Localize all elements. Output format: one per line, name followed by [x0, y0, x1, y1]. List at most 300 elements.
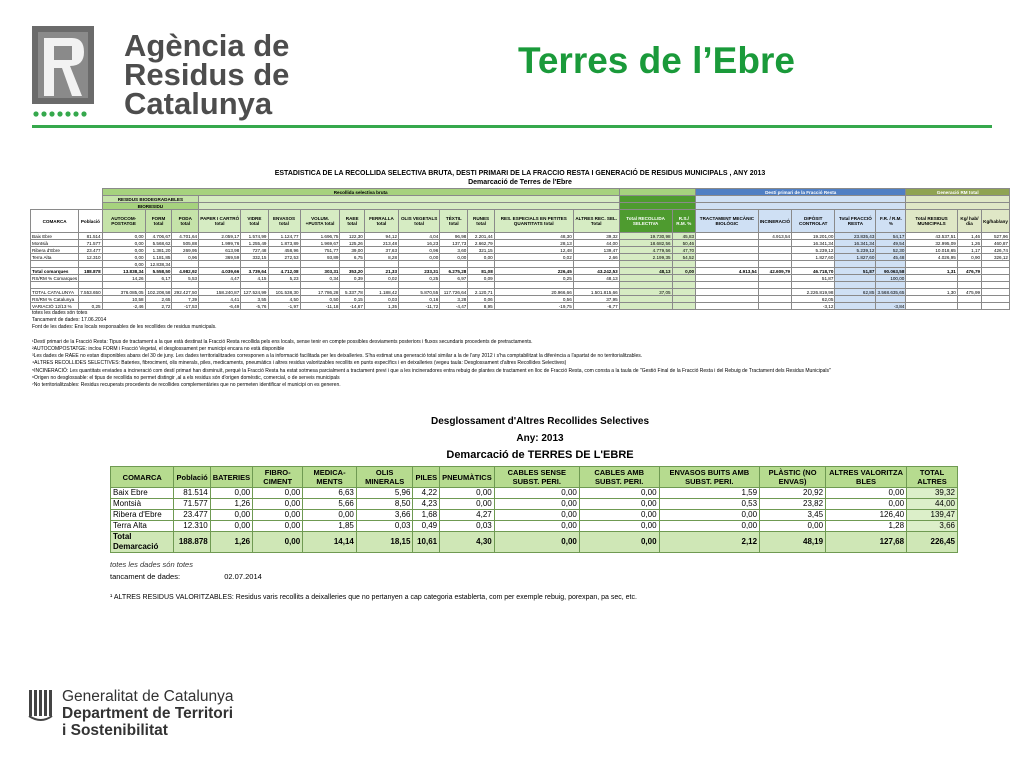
- table-cell: 4,27: [440, 510, 495, 521]
- table-cell: 23.835,43: [835, 233, 876, 240]
- table-cell: 2.662,79: [468, 240, 494, 247]
- table-cell: [758, 303, 791, 310]
- column-header: FERRALLA total: [364, 210, 398, 233]
- table-cell: [957, 261, 981, 268]
- table-cell: 2,72: [145, 303, 172, 310]
- table-cell: 12.838,34: [145, 261, 172, 268]
- column-header: F.R. / R.M. %: [876, 210, 906, 233]
- table-cell: 71.577: [79, 240, 102, 247]
- table-cell: 0,49: [413, 521, 440, 532]
- table-cell: [835, 296, 876, 303]
- footer-line-3: i Sostenibilitat: [62, 722, 168, 739]
- sheet2-title: Desglossament d'Altres Recollides Selectives: [430, 416, 650, 427]
- table-cell: 94,12: [364, 233, 398, 240]
- table-cell: 476,79: [957, 268, 981, 275]
- table-cell: [672, 282, 696, 289]
- table-cell: 18,15: [356, 532, 413, 553]
- table-cell: 7,39: [172, 296, 199, 303]
- table-cell: [399, 282, 440, 289]
- group-generacio: Generació RM total: [906, 189, 1010, 196]
- table-cell: 2,66: [573, 254, 619, 261]
- table-cell: 43.537,51: [906, 233, 957, 240]
- table-cell: 0,34: [300, 275, 340, 282]
- table-row: [31, 240, 1010, 247]
- column-header: TRACTAMENT MECÀNIC BIOLÒGIC: [696, 210, 759, 233]
- table-cell: [906, 296, 957, 303]
- table-cell: 226,45: [494, 268, 573, 275]
- logo-line-1: Agència de: [124, 28, 290, 63]
- column-header: COMARCA: [111, 467, 174, 488]
- table-cell: [982, 303, 1010, 310]
- table-cell: 49,54: [876, 240, 906, 247]
- table-cell: [468, 282, 494, 289]
- table-cell: -6,77: [573, 303, 619, 310]
- table-cell: 0,06: [468, 296, 494, 303]
- table-cell: 0,00: [210, 488, 252, 499]
- table-cell: [573, 282, 619, 289]
- table-row: [31, 289, 1010, 296]
- table-cell: 51,87: [835, 268, 876, 275]
- table-cell: [957, 296, 981, 303]
- table-cell: 39,32: [573, 233, 619, 240]
- table-cell: 5.870,55: [399, 289, 440, 296]
- table-cell: 4.913,54: [696, 268, 759, 275]
- table-cell: 0,00: [659, 510, 760, 521]
- column-header: FIBRO-CIMENT: [253, 467, 303, 488]
- table-cell: [696, 275, 759, 282]
- table-cell: 48,13: [619, 268, 672, 275]
- row-label: TOTAL CATALUNYA: [31, 289, 79, 296]
- table-cell: [957, 282, 981, 289]
- table-cell: 188.878: [174, 532, 210, 553]
- table-cell: [619, 296, 672, 303]
- table-cell: 10.018,65: [906, 247, 957, 254]
- table-cell: 226,45: [907, 532, 958, 553]
- row-label: Baix Ebre: [111, 488, 174, 499]
- table-cell: 475,99: [957, 289, 981, 296]
- table-cell: 233,31: [399, 268, 440, 275]
- table-cell: 37,95: [573, 296, 619, 303]
- group-recollida: Recollida selectiva bruta: [102, 189, 619, 196]
- table-cell: -3,12: [792, 303, 835, 310]
- table-cell: -17,53: [172, 303, 199, 310]
- table-cell: 3.568.635,65: [877, 289, 905, 295]
- table-cell: 100,00: [876, 275, 906, 282]
- table-cell: 0,00: [579, 510, 659, 521]
- table-cell: 0,00: [494, 521, 579, 532]
- table-cell: 0,16: [399, 296, 440, 303]
- table-cell: 23.477: [174, 510, 210, 521]
- table-cell: 48,30: [494, 233, 573, 240]
- table-cell: 90.063,58: [876, 268, 906, 275]
- sheet1-notes: [32, 310, 1012, 389]
- table-cell: 0,00: [253, 532, 303, 553]
- column-header: AUTOCOM-POSTATGE: [102, 210, 145, 233]
- table-cell: 47,70: [672, 247, 696, 254]
- table-cell: 751,77: [300, 247, 340, 254]
- table-row: [31, 303, 1010, 310]
- table-cell: 0,00: [102, 247, 145, 254]
- table-cell: 0,02: [494, 254, 573, 261]
- table-cell: 3.739,64: [241, 268, 268, 275]
- table-cell: 0,00: [494, 510, 579, 521]
- table-cell: 4.026,95: [906, 254, 957, 261]
- table-cell: 3,60: [440, 247, 468, 254]
- note-line: ²AUTOCOMPOSTATGE: inclou FORM i Fracció Vegetal, el desglossament per municipi encara no està disponible: [32, 346, 285, 353]
- table-cell: 1,26: [957, 240, 981, 247]
- table-cell: 139,47: [573, 247, 619, 254]
- table-cell: 0,00: [494, 499, 579, 510]
- table-cell: [79, 275, 102, 282]
- table-cell: [792, 282, 835, 289]
- table-cell: 5.239,12: [835, 247, 876, 254]
- table-cell: -1,97: [268, 303, 300, 310]
- row-label: Ribera d'Ebre: [111, 510, 174, 521]
- table-cell: 0,03: [356, 521, 413, 532]
- table-cell: [672, 261, 696, 268]
- table-cell: 1.124,77: [268, 233, 300, 240]
- table-cell: 0,00: [579, 488, 659, 499]
- column-header: ALTRES VALORITZA BLES: [826, 467, 907, 488]
- table-cell: 4,30: [440, 532, 495, 553]
- table-cell: [758, 275, 791, 282]
- table-cell: [696, 289, 759, 296]
- table-cell: [957, 303, 981, 310]
- statistics-sheet: [30, 160, 1010, 405]
- column-header: Total FRACCIÓ RESTA: [835, 210, 876, 233]
- table-cell: 126,40: [826, 510, 907, 521]
- column-header: OLIS MINERALS: [356, 467, 413, 488]
- table-cell: 4,23: [413, 499, 440, 510]
- table-cell: 71.577: [174, 499, 210, 510]
- table-cell: 8,50: [356, 499, 413, 510]
- table-cell: [758, 282, 791, 289]
- table-cell: 0,09: [468, 275, 494, 282]
- table-cell: 48,13: [573, 275, 619, 282]
- row-label: Terra Alta: [111, 521, 174, 532]
- column-header: RAEE total: [340, 210, 364, 233]
- table-cell: 45,48: [876, 254, 906, 261]
- table-cell: 8,95: [468, 303, 494, 310]
- table-cell: [982, 282, 1010, 289]
- group-bioresidu: BIORESIDU: [102, 203, 198, 210]
- table-cell: 4,22: [413, 488, 440, 499]
- table-cell: [906, 275, 957, 282]
- table-cell: 139,47: [907, 510, 958, 521]
- table-cell: 0,39: [340, 275, 364, 282]
- table-cell: 4.701,64: [172, 233, 199, 240]
- table-cell: -2,46: [102, 303, 145, 310]
- table-cell: 1,30: [906, 289, 957, 296]
- note-line: ⁴ALTRES RECOLLIDES SELECTIVES: Bateries, fibrociment, olis minerals, piles, medicaments, pneumàtics i altres residus valoritzables recollits en punts específics i en deixalleries (vegeu taula: Desglossament d'altres Recollides Selectives): [32, 360, 567, 367]
- page-title: Terres de l’Ebre: [518, 40, 795, 81]
- column-header: OLIS VEGETALS total: [399, 210, 440, 233]
- table-row: [31, 275, 1010, 282]
- table-cell: 3,66: [907, 521, 958, 532]
- table-cell: 5.239,12: [792, 247, 835, 254]
- table-cell: 2.199,35: [619, 254, 672, 261]
- table-cell: 0,00: [102, 240, 145, 247]
- table-cell: 369,59: [199, 254, 241, 261]
- table-cell: 3,28: [440, 296, 468, 303]
- table-cell: [696, 247, 759, 254]
- table-cell: [494, 282, 573, 289]
- column-header: CABLES SENSE SUBST. PERI.: [494, 467, 579, 488]
- table-cell: 321,15: [468, 247, 494, 254]
- table-cell: 102.208,58: [145, 289, 172, 296]
- table-cell: 18.682,56: [619, 240, 672, 247]
- table-cell: 4.913,54: [758, 233, 791, 240]
- table-cell: 6,63: [303, 488, 357, 499]
- table-cell: 213,48: [364, 240, 398, 247]
- table-cell: 4,15: [241, 275, 268, 282]
- table-cell: 376.085,05: [102, 289, 145, 296]
- table-cell: 0,00: [826, 488, 907, 499]
- table-cell: [876, 296, 906, 303]
- sheet1-title: ESTADISTICA DE LA RECOLLIDA SELECTIVA BRUTA, DESTI PRIMARI DE LA FRACCIO RESTA I GENERACIÓ DE RESIDUS MUNICIPALS , ANY 2013: [274, 170, 766, 177]
- table-cell: 1.181,85: [145, 254, 172, 261]
- table-cell: 292.427,50: [172, 289, 199, 296]
- table-cell: 2.059,17: [199, 233, 241, 240]
- table-cell: 12.310: [174, 521, 210, 532]
- table-cell: 16.341,34: [792, 240, 835, 247]
- table-cell: 1.255,49: [241, 240, 268, 247]
- table-cell: 0,25: [399, 275, 440, 282]
- column-header: Població: [79, 210, 102, 233]
- table-cell: [241, 261, 268, 268]
- table-cell: [835, 261, 876, 268]
- arc-logo-text: [124, 28, 290, 121]
- row-label: RS/RM % Catalunya: [31, 296, 79, 303]
- table-cell: 0,00: [468, 254, 494, 261]
- note-line: Font de les dades: Ens locals responsables de les recollides de residus municipals.: [32, 324, 217, 331]
- row-label: RS/RM % Comarques: [32, 275, 78, 281]
- table-cell: 0,00: [253, 488, 303, 499]
- table-cell: 17.786,28: [300, 289, 340, 296]
- table-cell: 62,85: [835, 289, 876, 296]
- table-cell: 81.514: [174, 488, 210, 499]
- table-cell: 16,23: [399, 240, 440, 247]
- table-cell: [758, 240, 791, 247]
- column-header: DIPÒSIT CONTROLAT: [792, 210, 835, 233]
- table-cell: 96,98: [440, 233, 468, 240]
- column-header: VOLUM. +PUSTA total: [300, 210, 340, 233]
- row-label: [31, 261, 79, 268]
- sheet2-year: Any: 2013: [516, 433, 564, 444]
- table-cell: 44,00: [907, 499, 958, 510]
- table-cell: [696, 233, 759, 240]
- table-cell: 1.574,99: [241, 233, 268, 240]
- table-cell: 101.538,30: [268, 289, 300, 296]
- table-cell: 0,00: [303, 510, 357, 521]
- column-header: ENVASOS total: [268, 210, 300, 233]
- row-label: Baix Ebre: [31, 233, 79, 240]
- table-cell: [672, 303, 696, 310]
- table-cell: [672, 296, 696, 303]
- table-cell: 332,15: [241, 254, 268, 261]
- tancament-date: 02.07.2014: [224, 572, 262, 581]
- table-cell: [835, 303, 876, 310]
- table-cell: 1.969,67: [300, 240, 340, 247]
- row-label: VARIACIÓ 12/13 %: [31, 303, 79, 310]
- table-cell: [758, 254, 791, 261]
- table-cell: 0,00: [659, 521, 760, 532]
- table-cell: [241, 282, 268, 289]
- table-cell: 1,28: [826, 521, 907, 532]
- table-cell: 0,50: [300, 296, 340, 303]
- table-cell: 1.827,60: [835, 254, 876, 261]
- table-cell: [758, 289, 791, 296]
- table-cell: 44,00: [573, 240, 619, 247]
- table-cell: [79, 296, 102, 303]
- table-row: [31, 247, 1010, 254]
- table-cell: 1,59: [659, 488, 760, 499]
- table-cell: 0,00: [102, 261, 145, 268]
- table-cell: 46.718,70: [792, 268, 835, 275]
- table-row: [31, 233, 1010, 240]
- table-cell: -19,75: [494, 303, 573, 310]
- table-cell: [268, 261, 300, 268]
- table-cell: 353,20: [340, 268, 364, 275]
- table-cell: 1.188,42: [364, 289, 398, 296]
- table-cell: 48,19: [760, 532, 826, 553]
- table-cell: 505,88: [172, 240, 199, 247]
- table-cell: 16.341,34: [835, 240, 876, 247]
- table-cell: 23,82: [760, 499, 826, 510]
- table-cell: [982, 268, 1010, 275]
- table-cell: 0,00: [579, 499, 659, 510]
- table-cell: 0,00: [210, 521, 252, 532]
- column-header: CABLES AMB SUBST. PERI.: [579, 467, 659, 488]
- table-cell: -6,49: [199, 303, 241, 310]
- table-cell: 527,96: [982, 233, 1010, 240]
- table-cell: 54,17: [876, 233, 906, 240]
- table-cell: 14,14: [303, 532, 357, 553]
- table-cell: 6.275,28: [440, 268, 468, 275]
- table-cell: 1.501.815,66: [573, 289, 619, 296]
- table-cell: 5.568,62: [145, 240, 172, 247]
- logo-line-3: Catalunya: [124, 86, 273, 121]
- table-cell: 1,17: [957, 247, 981, 254]
- statistics-table: [30, 188, 1010, 310]
- table-cell: 188.878: [79, 268, 102, 275]
- table-cell: 0,96: [172, 254, 199, 261]
- table-cell: 4,04: [399, 233, 440, 240]
- table-cell: [440, 282, 468, 289]
- note-line: totes les dades són totes: [32, 310, 88, 316]
- table-cell: [835, 275, 876, 282]
- table-cell: 0,53: [659, 499, 760, 510]
- header-divider: [32, 125, 992, 128]
- sheet2-demarcacio: Demarcació de TERRES DE L'EBRE: [446, 449, 634, 461]
- table-cell: 127,68: [826, 532, 907, 553]
- table-cell: 51,87: [792, 275, 835, 282]
- table-cell: 0,00: [672, 268, 696, 275]
- table-cell: [102, 282, 145, 289]
- group-biodegradables: RESIDUS BIODEGRADABLES: [102, 196, 198, 203]
- column-header: Població: [174, 467, 210, 488]
- table-cell: [619, 282, 672, 289]
- table-cell: -11,72: [399, 303, 440, 310]
- table-cell: [145, 282, 172, 289]
- table-cell: [696, 240, 759, 247]
- column-header: Kg/ hab/ dia: [957, 210, 981, 233]
- table-cell: [172, 282, 199, 289]
- row-label: [31, 282, 79, 289]
- table-cell: 0,25: [79, 303, 102, 310]
- table-cell: 20,92: [760, 488, 826, 499]
- table-row: [31, 261, 1010, 268]
- table-cell: 1.873,89: [268, 240, 300, 247]
- table-cell: [758, 296, 791, 303]
- table-cell: [573, 261, 619, 268]
- table-cell: 727,48: [241, 247, 268, 254]
- table-cell: 4.039,66: [199, 268, 241, 275]
- table-cell: 37,05: [619, 289, 672, 296]
- table-cell: 23.477: [79, 247, 102, 254]
- table-cell: 4.706,67: [145, 233, 172, 240]
- table-cell: 326,12: [982, 254, 1010, 261]
- table-cell: 4.712,08: [268, 268, 300, 275]
- table-cell: 1,26: [210, 532, 252, 553]
- table-cell: 269,95: [172, 247, 199, 254]
- table-cell: [792, 261, 835, 268]
- table-cell: 458,96: [268, 247, 300, 254]
- arc-logo-icon: [32, 26, 94, 104]
- table-cell: [982, 296, 1010, 303]
- table-cell: 14,26: [102, 275, 145, 282]
- table-cell: [172, 261, 199, 268]
- table-cell: 4,41: [199, 296, 241, 303]
- table-cell: -4,47: [440, 303, 468, 310]
- column-header: PODA total: [172, 210, 199, 233]
- table-cell: [440, 261, 468, 268]
- table-cell: [835, 282, 876, 289]
- table-cell: 5.337,78: [340, 289, 364, 296]
- table-cell: [340, 282, 364, 289]
- table-cell: 272,53: [268, 254, 300, 261]
- table-cell: [696, 261, 759, 268]
- table-cell: 613,98: [199, 247, 241, 254]
- column-header: FORM total: [145, 210, 172, 233]
- table-cell: 0,00: [826, 499, 907, 510]
- table-row: [111, 532, 958, 553]
- table-cell: [468, 261, 494, 268]
- table-cell: 0,00: [494, 488, 579, 499]
- table-cell: 0,00: [253, 499, 303, 510]
- table-cell: [696, 296, 759, 303]
- note-line: ¹Destí primari de la Fracció Resta: Tipus de tractament a la que està destinat la Fracció Resta recollida pels ens locals, sense tenir en compte possibles desviaments posteriors i fluxos secundaris procedents de pretractaments.: [32, 338, 533, 345]
- table-cell: 4.779,56: [619, 247, 672, 254]
- table-cell: [696, 303, 759, 310]
- table-cell: [619, 303, 672, 310]
- table-cell: 0,96: [399, 247, 440, 254]
- table-cell: 2.201,44: [468, 233, 494, 240]
- row-label: Total comarques: [31, 268, 79, 275]
- group-desti: Destí primari de la Fracció Resta: [696, 189, 906, 196]
- table-cell: 460,87: [982, 240, 1010, 247]
- column-header: VIDRE total: [241, 210, 268, 233]
- table-cell: 2.226.819,98: [792, 289, 835, 296]
- table-cell: 0,00: [440, 499, 495, 510]
- generalitat-logo-icon: [28, 688, 54, 722]
- table-cell: 0,00: [210, 510, 252, 521]
- table-cell: [876, 282, 906, 289]
- table-row: [111, 521, 958, 532]
- table-cell: [340, 261, 364, 268]
- table-cell: 125,26: [340, 240, 364, 247]
- footer-line-1: Generalitat de Catalunya: [62, 688, 234, 705]
